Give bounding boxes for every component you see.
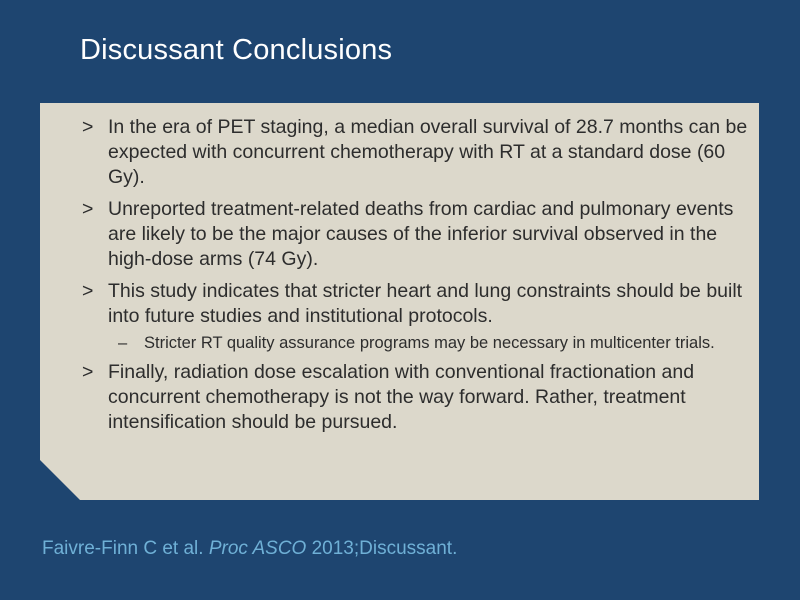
bullet-text: Finally, radiation dose escalation with conventional fractionation and concurrent chemotherapy is not the way forward. Rather, treatment intensification should be pursued. [108,360,695,433]
bullet-text: In the era of PET staging, a median overall survival of 28.7 months can be expected with concurrent chemotherapy with RT at a standard dose (60 Gy). [108,116,748,188]
bullet-text: This study indicates that stricter heart and lung constraints should be built into future studies and institutional protocols. [108,280,743,327]
bullet-marker: > [82,280,94,302]
sub-bullet-marker: – [118,334,128,352]
bullet-item [40,279,760,329]
bullet-item [40,115,760,190]
sub-bullet-item [40,333,760,354]
bullet-marker: > [82,198,94,220]
bullet-marker: > [82,360,94,383]
citation-authors: Faivre-Finn C et al. [42,538,209,559]
bullet-text: Unreported treatment-related deaths from cardiac and pulmonary events are likely to be the major causes of the inferior survival observed in the high-dose arms (74 Gy). [108,198,734,270]
citation-journal: Proc ASCO [208,538,307,559]
bullet-item [40,360,760,435]
bullet-marker: > [82,116,94,138]
citation-details: 2013;Discussant. [306,538,458,559]
sub-bullet-text: Stricter RT quality assurance programs may be necessary in multicenter trials. [144,334,715,352]
bullet-item [40,197,760,272]
citation [42,538,457,560]
slide-title: Discussant Conclusions [80,34,393,66]
bullet-list [40,115,760,442]
